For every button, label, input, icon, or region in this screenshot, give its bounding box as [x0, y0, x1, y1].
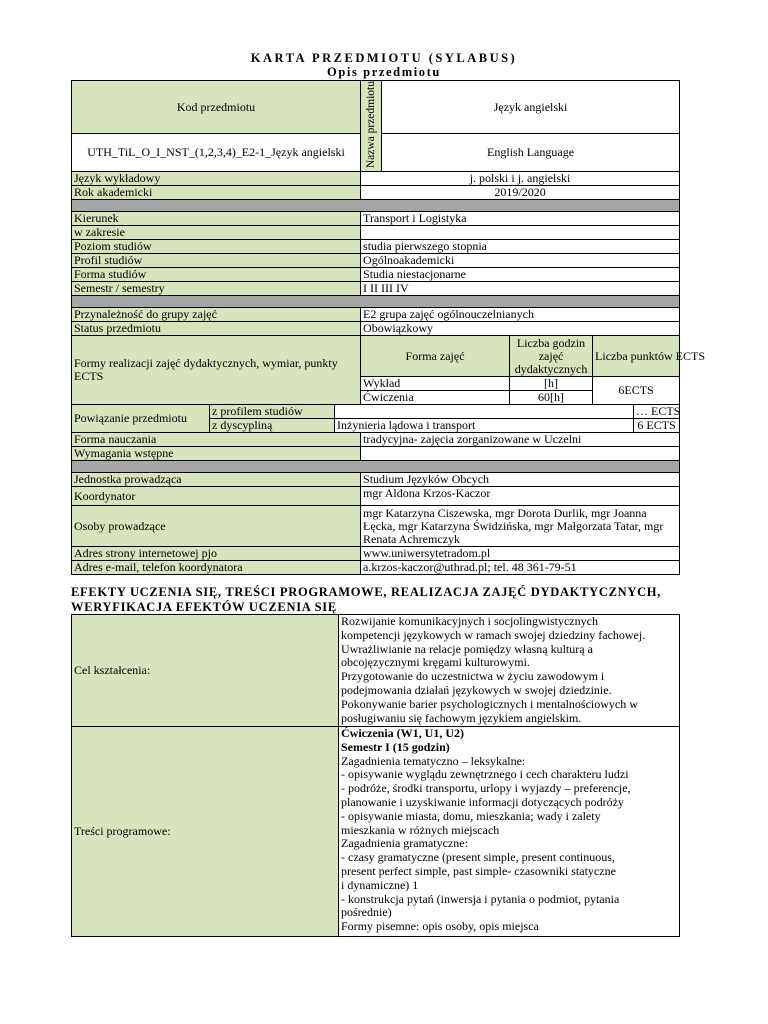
tresci-line: Formy pisemne: opis osoby, opis miejsca	[341, 919, 539, 934]
cel-label: Cel kształcenia:	[72, 615, 339, 727]
tresci-line: - opisywanie miasta, domu, mieszkania; wady i zalety	[341, 808, 601, 823]
outcomes-table	[71, 614, 680, 937]
tresci-line: - opisywanie wyglądu zewnętrznego i cech charakteru ludzi	[341, 767, 629, 782]
cel-content	[339, 615, 680, 727]
course-info-table	[71, 80, 706, 575]
document-subtitle: Opis przedmiotu	[327, 65, 441, 79]
z-profilem-ects: … ECTS	[634, 405, 680, 419]
powiazanie-label: Powiązanie przedmiotu	[72, 405, 210, 433]
osoby-label: Osoby prowadzące	[72, 506, 361, 547]
tresci-line: - podróże, środki transportu, urlopy i wyjazdy – preferencje,	[341, 781, 631, 796]
semestr-label: Semestr / semestry	[72, 282, 361, 296]
z-dyscyplina-label: z dyscypliną	[210, 419, 335, 433]
jednostka-label: Jednostka prowadząca	[72, 473, 361, 487]
nazwa-label: Nazwa przedmiotu	[361, 81, 382, 172]
tresci-line: i dynamiczne) 1	[341, 877, 419, 892]
profil-label: Profil studiów	[72, 254, 361, 268]
poziom-value: studia pierwszego stopnia	[361, 240, 680, 254]
cel-line: Rozwijanie komunikacyjnych i socjolingwistycznych	[341, 614, 598, 628]
jednostka-value: Studium Języków Obcych	[361, 473, 680, 487]
forma-value: Studia niestacjonarne	[361, 268, 680, 282]
tresci-label: Treści programowe:	[72, 727, 339, 937]
zakres-label: w zakresie	[72, 226, 361, 240]
grupa-label: Przynależność do grupy zajęć	[72, 308, 361, 322]
section-heading	[71, 585, 691, 615]
tresci-line: - konstrukcja pytań (inwersja i pytania o podmiot, pytania	[341, 891, 620, 906]
ects-header: Liczba punktów ECTS	[593, 336, 680, 377]
www-value[interactable]: www.uniwersytetradom.pl	[361, 547, 680, 561]
section-heading-line: EFEKTY UCZENIA SIĘ, TREŚCI PROGRAMOWE, REALIZACJA ZAJĘĆ DYDAKTYCZNYCH,	[71, 585, 662, 599]
cwiczenia-label: Ćwiczenia	[361, 391, 510, 405]
kod-label: Kod przedmiotu	[72, 81, 361, 134]
forma-label: Forma studiów	[72, 268, 361, 282]
status-value: Obowiązkowy	[361, 322, 680, 336]
status-label: Status przedmiotu	[72, 322, 361, 336]
section-heading-line: WERYFIKACJA EFEKTÓW UCZENIA SIĘ	[71, 600, 337, 614]
formy-label: Formy realizacji zajęć dydaktycznych, wymiar, punkty ECTS	[72, 336, 361, 405]
wymagania-label: Wymagania wstępne	[72, 447, 361, 461]
tresci-line: pośrednie)	[341, 905, 392, 920]
liczba-godzin-header: Liczba godzin zajęć dydaktycznych	[510, 336, 593, 377]
grupa-value: E2 grupa zajęć ogólnouczelnianych	[361, 308, 680, 322]
tresci-content	[339, 727, 680, 937]
cel-line: Pokonywanie barier psychologicznych i mentalnościowych w	[341, 696, 638, 711]
cel-line: obcojęzycznymi kręgami kulturowymi.	[341, 655, 530, 670]
wyklad-hours: [h]	[510, 377, 593, 391]
forma-zajec-header: Forma zajęć	[361, 336, 510, 377]
separator	[72, 200, 680, 212]
forma-nauczania-value: tradycyjna- zajęcia zorganizowane w Uczelni	[361, 433, 680, 447]
cel-line: posługiwaniu się fachowym językiem angielskim.	[341, 710, 582, 725]
tresci-line: Zagadnienia tematyczno – leksykalne:	[341, 753, 526, 768]
semestr-value: I II III IV	[361, 282, 680, 296]
document-title: KARTA PRZEDMIOTU (SYLABUS)	[250, 51, 518, 65]
rok-label: Rok akademicki	[72, 186, 361, 200]
cel-line: kompetencji językowych w ramach swojej dziedziny fachowej.	[341, 627, 646, 642]
cel-line: Przygotowanie do uczestnictwa w życiu zawodowym i	[341, 669, 605, 684]
tresci-line: mieszkania w różnych miejscach	[341, 822, 500, 837]
separator	[72, 461, 680, 473]
kierunek-value: Transport i Logistyka	[361, 212, 680, 226]
jezyk-label: Język wykładowy	[72, 172, 361, 186]
jezyk-value: j. polski i j. angielski	[361, 172, 680, 186]
tresci-line: present perfect simple, past simple- czasowniki statyczne	[341, 863, 616, 878]
separator	[72, 296, 680, 308]
tresci-line: Zagadnienia gramatyczne:	[341, 836, 468, 851]
cwiczenia-hours: 60[h]	[510, 391, 593, 405]
kod-value: UTH_TiL_O_I_NST_(1,2,3,4)_E2-1_Język angielski	[72, 134, 361, 172]
forma-nauczania-label: Forma nauczania	[72, 433, 361, 447]
poziom-label: Poziom studiów	[72, 240, 361, 254]
www-label: Adres strony internetowej pjo	[72, 547, 361, 561]
nazwa-pl: Język angielski	[382, 81, 680, 134]
rok-value: 2019/2020	[361, 186, 680, 200]
koordynator-label: Koordynator	[72, 487, 361, 506]
tresci-bold-line: Semestr I (15 godzin)	[341, 739, 450, 754]
nazwa-en: English Language	[382, 134, 680, 172]
wymagania-value	[361, 447, 680, 461]
tresci-line: - czasy gramatyczne (present simple, present continuous,	[341, 850, 615, 865]
zakres-value	[361, 226, 680, 240]
tresci-bold-line: Ćwiczenia (W1, U1, U2)	[341, 726, 464, 740]
z-dyscyplina-value: Inżynieria lądowa i transport	[335, 419, 634, 433]
email-label: Adres e-mail, telefon koordynatora	[72, 561, 361, 575]
z-profilem-value	[335, 405, 634, 419]
email-value[interactable]: a.krzos-kaczor@uthrad.pl; tel. 48 361-79-51	[361, 561, 680, 575]
koordynator-value: mgr Aldona Krzos-Kaczor	[361, 487, 680, 506]
kierunek-label: Kierunek	[72, 212, 361, 226]
tresci-line: planowanie i uzyskiwanie informacji dotyczących podróży	[341, 794, 624, 809]
z-profilem-label: z profilem studiów	[210, 405, 335, 419]
osoby-value: mgr Katarzyna Ciszewska, mgr Dorota Durlik, mgr Joanna Łęcka, mgr Katarzyna Świdzińska, mgr Małgorzata Tatar, mgr Renata Achremczyk	[361, 506, 680, 547]
profil-value: Ogólnoakademicki	[361, 254, 680, 268]
wyklad-label: Wykład	[361, 377, 510, 391]
cel-line: Uwrażliwianie na relacje pomiędzy własną kulturą a	[341, 641, 593, 656]
ects-total: 6ECTS	[593, 377, 680, 405]
z-dyscyplina-ects: 6 ECTS	[634, 419, 680, 433]
cel-line: podejmowania działań językowych w swojej dziedzinie.	[341, 682, 612, 697]
